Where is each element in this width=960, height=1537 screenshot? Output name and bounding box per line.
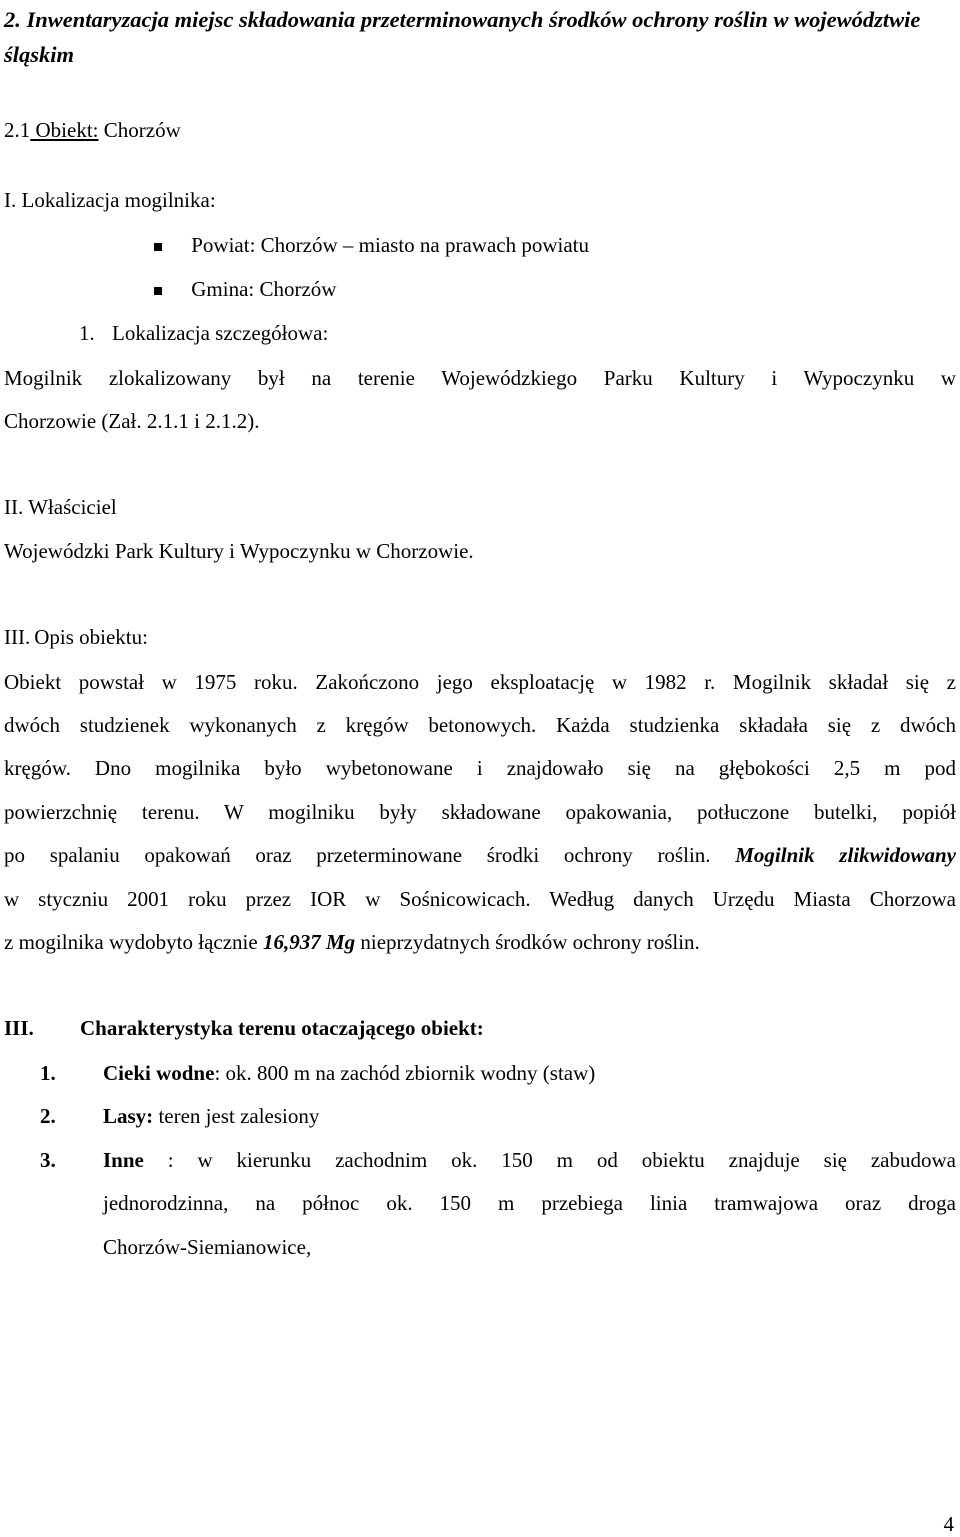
surroundings-item-3-number-wrap [40, 1148, 56, 1173]
description-line-5 [4, 843, 956, 868]
surroundings-item-1-text: : ok. 800 m na zachód zbiornik wodny (staw) [214, 1061, 596, 1085]
surroundings-item-3 [103, 1148, 956, 1173]
detail-number: 1. [79, 321, 95, 345]
location-heading-colon: : [209, 188, 216, 212]
surroundings-heading-text: Charakterystyka terenu otaczającego obiekt: [80, 1016, 484, 1040]
description-line-5-text: po spalaniu opakowań oraz przeterminowane środki ochrony roślin. [4, 843, 736, 867]
section-title: 2. Inwentaryzacja miejsc składowania przeterminowanych środków ochrony roślin w województwie śląskim [4, 7, 921, 67]
location-heading [4, 188, 216, 213]
page-number: 4 [943, 1512, 954, 1536]
liquidation-emphasis: Mogilnik zlikwidowany [735, 843, 957, 867]
object-name: Chorzów [98, 118, 181, 142]
description-line-7-a: z mogilnika wydobyto łącznie [4, 930, 263, 954]
description-line-7 [4, 930, 700, 955]
description-line-3: kręgów. Dno mogilnika było wybetonowane i znajdowało się na głębokości 2,5 m pod [4, 756, 956, 780]
surroundings-item-2-label: Lasy: [103, 1104, 154, 1128]
detail-heading-text: Lokalizacja szczegółowa: [112, 321, 329, 345]
powiat-item [154, 233, 589, 258]
detail-line-1: Mogilnik zlokalizowany był na terenie Wojewódzkiego Parku Kultury i Wypoczynku w [4, 366, 956, 390]
description-line-1: Obiekt powstał w 1975 roku. Zakończono jego eksploatację w 1982 r. Mogilnik składał się z [4, 670, 956, 694]
description-line-7-b: nieprzydatnych środków ochrony roślin. [355, 930, 700, 954]
object-line [4, 118, 181, 143]
description-heading-number: III. [4, 625, 31, 649]
surroundings-item-3-line-2: jednorodzinna, na północ ok. 150 m przebiega linia tramwajowa oraz droga [103, 1191, 956, 1215]
description-heading [4, 625, 148, 650]
surroundings-item-3-label: Inne [103, 1148, 144, 1172]
object-label: Obiekt: [30, 118, 99, 142]
surroundings-item-3-text: : w kierunku zachodnim ok. 150 m od obiektu znajduje się zabudowa [143, 1148, 956, 1172]
surroundings-item-3-line-3: Chorzów-Siemianowice, [103, 1235, 312, 1259]
gmina-item [154, 277, 336, 302]
square-bullet-icon [154, 243, 162, 251]
surroundings-item-2-text: teren jest zalesiony [153, 1104, 320, 1128]
gmina-label: Gmina [191, 277, 249, 301]
description-heading-text: Opis obiektu: [34, 625, 148, 649]
object-prefix: 2.1 [4, 118, 31, 142]
surroundings-item-2-number: 2. [40, 1104, 56, 1128]
description-line-4: powierzchnię terenu. W mogilniku były składowane opakowania, potłuczone butelki, popiół [4, 800, 956, 824]
description-line-6: w styczniu 2001 roku przez IOR w Sośnicowicach. Według danych Urzędu Miasta Chorzowa [4, 887, 956, 911]
gmina-value: : Chorzów [248, 277, 337, 301]
description-line-2: dwóch studzienek wykonanych z kręgów betonowych. Każda studzienka składała się z dwóch [4, 713, 956, 737]
detail-line-2: Chorzowie (Zał. 2.1.1 i 2.1.2). [4, 409, 260, 433]
mass-emphasis: 16,937 Mg [262, 930, 356, 954]
surroundings-item-1 [40, 1061, 596, 1086]
surroundings-item-3-number: 3. [40, 1148, 56, 1172]
powiat-value: Chorzów – miasto na prawach powiatu [255, 233, 590, 257]
location-heading-text: I. Lokalizacja mogilnika [4, 188, 210, 212]
square-bullet-icon [154, 287, 162, 295]
surroundings-item-2 [40, 1104, 320, 1129]
powiat-label: Powiat: [191, 233, 256, 257]
surroundings-heading-number: III. [4, 1016, 34, 1040]
surroundings-heading [4, 1016, 484, 1041]
surroundings-item-1-label: Cieki wodne [103, 1061, 215, 1085]
owner-heading: II. Właściciel [4, 495, 117, 519]
owner-text: Wojewódzki Park Kultury i Wypoczynku w Chorzowie. [4, 539, 474, 563]
detail-heading [79, 321, 328, 346]
surroundings-item-1-number: 1. [40, 1061, 56, 1085]
